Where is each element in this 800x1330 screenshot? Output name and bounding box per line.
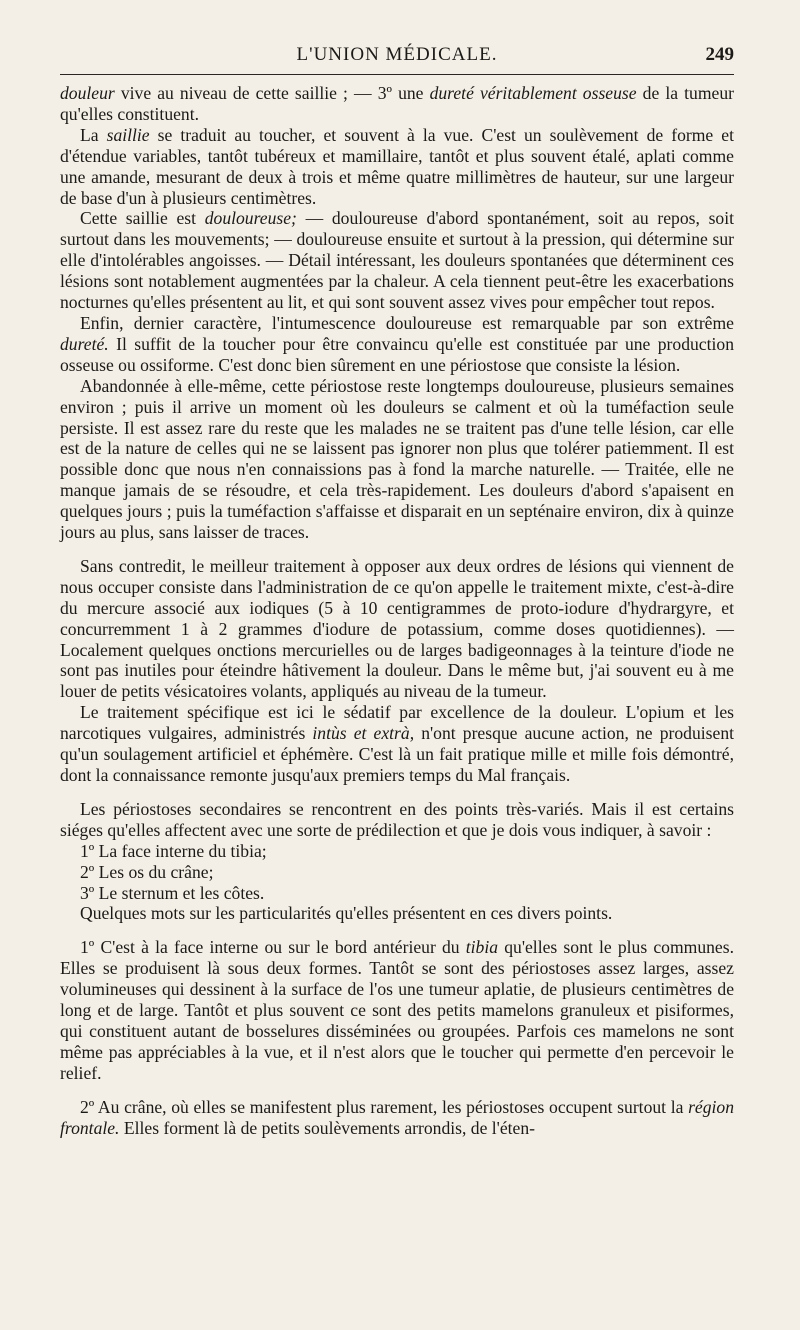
text-run: Cette saillie est: [80, 208, 205, 229]
text-run: La: [80, 124, 107, 145]
text-run: — douloureuse d'abord spontanément, soit au repos, soit surtout dans les mouvements; — douloureuse ensuite et surtout à la pression, qui détermine sur elle d'intolérables angoisses. — Détail intéressant, les douleurs spontanées que déterminent ces lésions sont notablement augmentées par la chaleur. A cela tiennent peut-être les exacerbations nocturnes qu'elles présentent au lit, et qui sont souvent assez vives pour empêcher tout repos.: [60, 208, 734, 313]
list-item: [60, 862, 734, 883]
list-item: [60, 841, 734, 862]
list-item: [60, 883, 734, 904]
text-run: vive au niveau de cette saillie ; — 3º une: [114, 83, 430, 103]
page-number: 249: [705, 44, 734, 65]
text-run: Quelques mots sur les particularités qu'elles présentent en ces divers points.: [80, 903, 613, 924]
italic-text: saillie: [106, 124, 150, 145]
text-run: Les périostoses secondaires se rencontrent en des points très-variés. Mais il est certains siéges qu'elles affectent avec une sorte de prédilection et que je dois vous indiquer, à savoir :: [60, 798, 734, 840]
page-header: [60, 40, 734, 75]
italic-text: dureté véritablement osseuse: [429, 83, 637, 103]
italic-text: intùs et extrà,: [312, 723, 415, 744]
italic-text: douleur: [60, 83, 115, 103]
paragraph: [60, 903, 734, 924]
italic-text: douloureuse;: [204, 208, 297, 229]
paragraph: [60, 702, 734, 786]
italic-text: dureté.: [60, 333, 109, 354]
text-run: de la tumeur qu'elles constituent.: [60, 83, 734, 124]
paragraph: [60, 208, 734, 313]
text-run: 1º C'est à la face interne ou sur le bord antérieur du: [80, 937, 466, 958]
text-run: n'ont presque aucune action, ne produisent qu'un soulagement artificiel et éphémère. C'est là un fait pratique mille et mille fois démontré, dont la connaissance remonte jusqu'aux premiers temps du Mal français.: [60, 723, 735, 785]
running-title: L'UNION MÉDICALE.: [296, 44, 498, 65]
text-run: Le traitement spécifique est ici le sédatif par excellence de la douleur. L'opium et les narcotiques vulgaires, administrés: [60, 702, 734, 744]
paragraph: [60, 125, 734, 209]
text-run: 3º Le sternum et les côtes.: [80, 882, 265, 903]
text-run: Enfin, dernier caractère, l'intumescence douloureuse est remarquable par son extrême: [80, 312, 734, 333]
text-run: 1º La face interne du tibia;: [80, 840, 267, 861]
paragraph: [60, 313, 734, 376]
text-run: Abandonnée à elle-même, cette périostose reste longtemps douloureuse, plusieurs semaines environ ; puis il arrive un moment où les douleurs se calment et où la tuméfaction seule persiste. Il est assez rare du reste que les malades ne se traitent pas d'une telle lésion, car elle est de la nature de celles qui ne se laissent pas ignorer non plus que tolérer patiemment. Il est possible donc que nous n'en connaissions pas à fond la marche naturelle. — Traitée, elle ne manque jamais de se résoudre, et cela très-rapidement. Les douleurs d'abord s'apaisent en quelques jours ; puis la tuméfaction s'affaisse et disparait en un septénaire environ, dix à quinze jours au plus, sans laisser de traces.: [60, 375, 734, 543]
text-run: se traduit au toucher, et souvent à la vue. C'est un soulèvement de forme et d'étendue variables, tantôt tubéreux et mamillaire, tantôt et plus souvent étalé, aplati comme une amande, mesurant de deux à trois et même quatre millimètres de hauteur, sur une largeur de base d'un à plusieurs centimètres.: [60, 124, 734, 208]
paragraph: [60, 799, 734, 841]
italic-text: région frontale.: [60, 1096, 734, 1138]
italic-text: tibia: [465, 937, 499, 958]
text-run: 2º Les os du crâne;: [80, 861, 214, 882]
article-body: [60, 83, 734, 1139]
text-run: Elles forment là de petits soulèvements arrondis, de l'éten-: [119, 1117, 535, 1138]
text-run: Il suffit de la toucher pour être convaincu qu'elle est constituée par une production osseuse ou ossiforme. C'est donc bien sûrement en une périostose que consiste la lésion.: [60, 333, 734, 375]
text-run: qu'elles sont le plus communes. Elles se produisent là sous deux formes. Tantôt se sont des périostoses assez larges, assez volumineuses qui dessinent à la surface de l'os une tumeur aplatie, de plusieurs centimètres de long et de large. Tantôt et plus souvent ce sont des petits mamelons granuleux et pisiformes, qui constituent autant de bosselures disséminées ou groupées. Parfois ces mamelons ne sont même pas appréciables à la vue, et il n'est alors que le toucher qui permette d'en percevoir le relief.: [60, 937, 734, 1083]
paragraph: [60, 376, 734, 543]
paragraph: [60, 937, 734, 1083]
text-run: Sans contredit, le meilleur traitement à opposer aux deux ordres de lésions qui viennent de nous occuper consiste dans l'administration de ce qu'on appelle le traitement mixte, c'est-à-dire du mercure associé aux iodiques (5 à 10 centigrammes de proto-iodure d'hydrargyre, et concurremment 1 à 2 grammes d'iodure de potassium, comme doses quotidiennes). — Localement quelques onctions mercurielles ou de larges badigeonnages à la teinture d'iode ne sont pas inutiles pour éteindre hâtivement la douleur. Dans le même but, j'ai souvent eu à me louer de petits vésicatoires volants, appliqués au niveau de la tumeur.: [60, 555, 734, 702]
paragraph: [60, 556, 734, 702]
text-run: 2º Au crâne, où elles se manifestent plus rarement, les périostoses occupent surtout la: [80, 1096, 689, 1117]
paragraph: [60, 83, 734, 125]
paragraph: [60, 1097, 734, 1139]
